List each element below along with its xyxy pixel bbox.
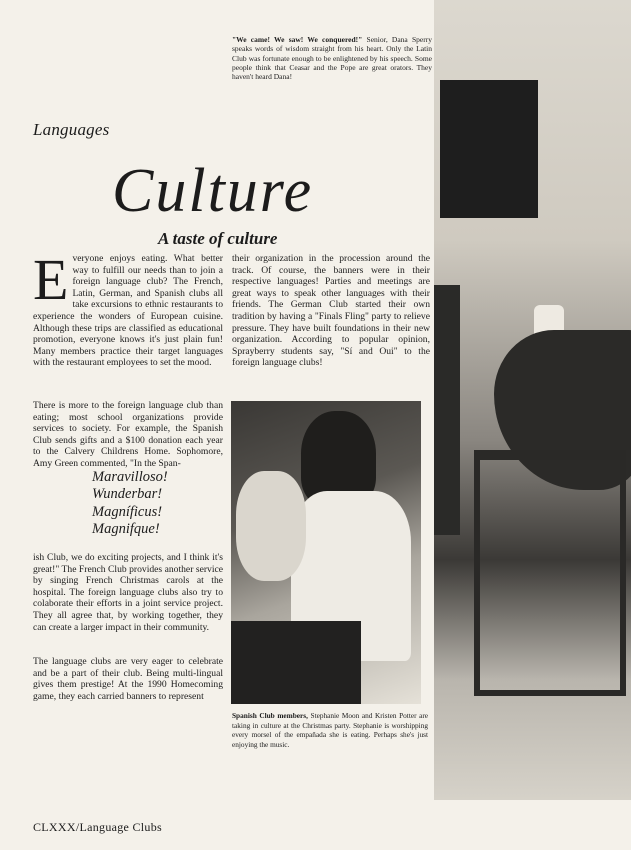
article-paragraph-5 [232, 253, 430, 369]
pull-quote-line: Wunderbar! [92, 486, 163, 503]
article-paragraph-3 [33, 552, 223, 633]
paragraph-3-text: ish Club, we do exciting projects, and I think it's great!" The French Club provides another service by singing French Christmas carols at the hospital. The foreign language clubs also try to colaborate their efforts in a joint service project. They all agree that, by working together, they can create a larger impact in their community. [33, 552, 223, 633]
article-paragraph-4 [33, 656, 223, 702]
page-footer: CLXXX/Language Clubs [33, 820, 162, 834]
top-caption-lead: "We came! We saw! We conquered!" [232, 35, 363, 44]
drop-cap: E [33, 247, 69, 312]
top-caption-text: Senior, Dana Sperry speaks words of wisdom straight from his heart. Only the Latin Club was fortunate enough to be enlightened by his speech. Some people think that Ceasar and the Pope are great orators. They haven't heard Dana! [232, 35, 432, 82]
top-photo-caption [232, 35, 432, 81]
photo-caption [232, 711, 428, 749]
section-label: Languages [33, 120, 110, 139]
photo-caption-text: Stephanie Moon and Kristen Potter are taking in culture at the Christmas party. Stephanie is worshipping every morsel of the empañada she is eating. Perhaps she's just enjoying the music. [232, 711, 429, 749]
photo-chair [474, 450, 626, 696]
headline: Culture [112, 157, 314, 225]
pull-quote-line: Magníficus! [92, 503, 163, 520]
pull-quote [92, 469, 168, 538]
article-paragraph-1 [33, 247, 223, 369]
pull-quote-line: Magnifque! [92, 520, 160, 537]
photo-poster [440, 80, 538, 218]
photo-spanish-club [231, 401, 421, 704]
paragraph-5-text: their organization in the procession around the track. Of course, the banners were in their respective languages! Parties and meetings are great ways to speak other languages with their friends. The German Club started their own tradition by having a "Finals Fling" party to relieve pressure. They have built foundations in their new organization. According to popular opinion, Sprayberry students say, "Sí and Oui" to the foreign language clubs! [232, 253, 430, 369]
paragraph-1-text: veryone enjoys eating. What better way to fulfill our needs than to join a foreign language club? The French, Latin, German, and Spanish clubs all take excursions to ethnic restaurants to experience the wonders of European cuisine. Although these trips are classified as educational promotion, everyone knows it's just plain fun! Many members practice their target languages with the restaurant employees to set the mood. [33, 253, 223, 369]
paragraph-4-text: The language clubs are very eager to celebrate and be a part of their club. Being multi-lingual gives them prestige! At the 1990 Homecoming game, they each carried banners to represent [33, 656, 223, 702]
photo-caption-lead: Spanish Club members, [232, 711, 308, 720]
subhead: A taste of culture [158, 229, 278, 248]
photo-person-face [236, 471, 306, 581]
photo-person-sweater [231, 621, 361, 704]
photo-latin-club [434, 0, 631, 800]
photo-wall-poster [434, 285, 460, 535]
paragraph-2-text: There is more to the foreign language club than eating; most school organizations provide services to society. For example, the Spanish Club sends gifts and a $100 donation each year to the Calvery Childrens Home. Sophomore, Amy Green commented, "In the Span- [33, 400, 223, 469]
article-paragraph-2 [33, 400, 223, 470]
pull-quote-line: Maravilloso! [92, 469, 168, 485]
